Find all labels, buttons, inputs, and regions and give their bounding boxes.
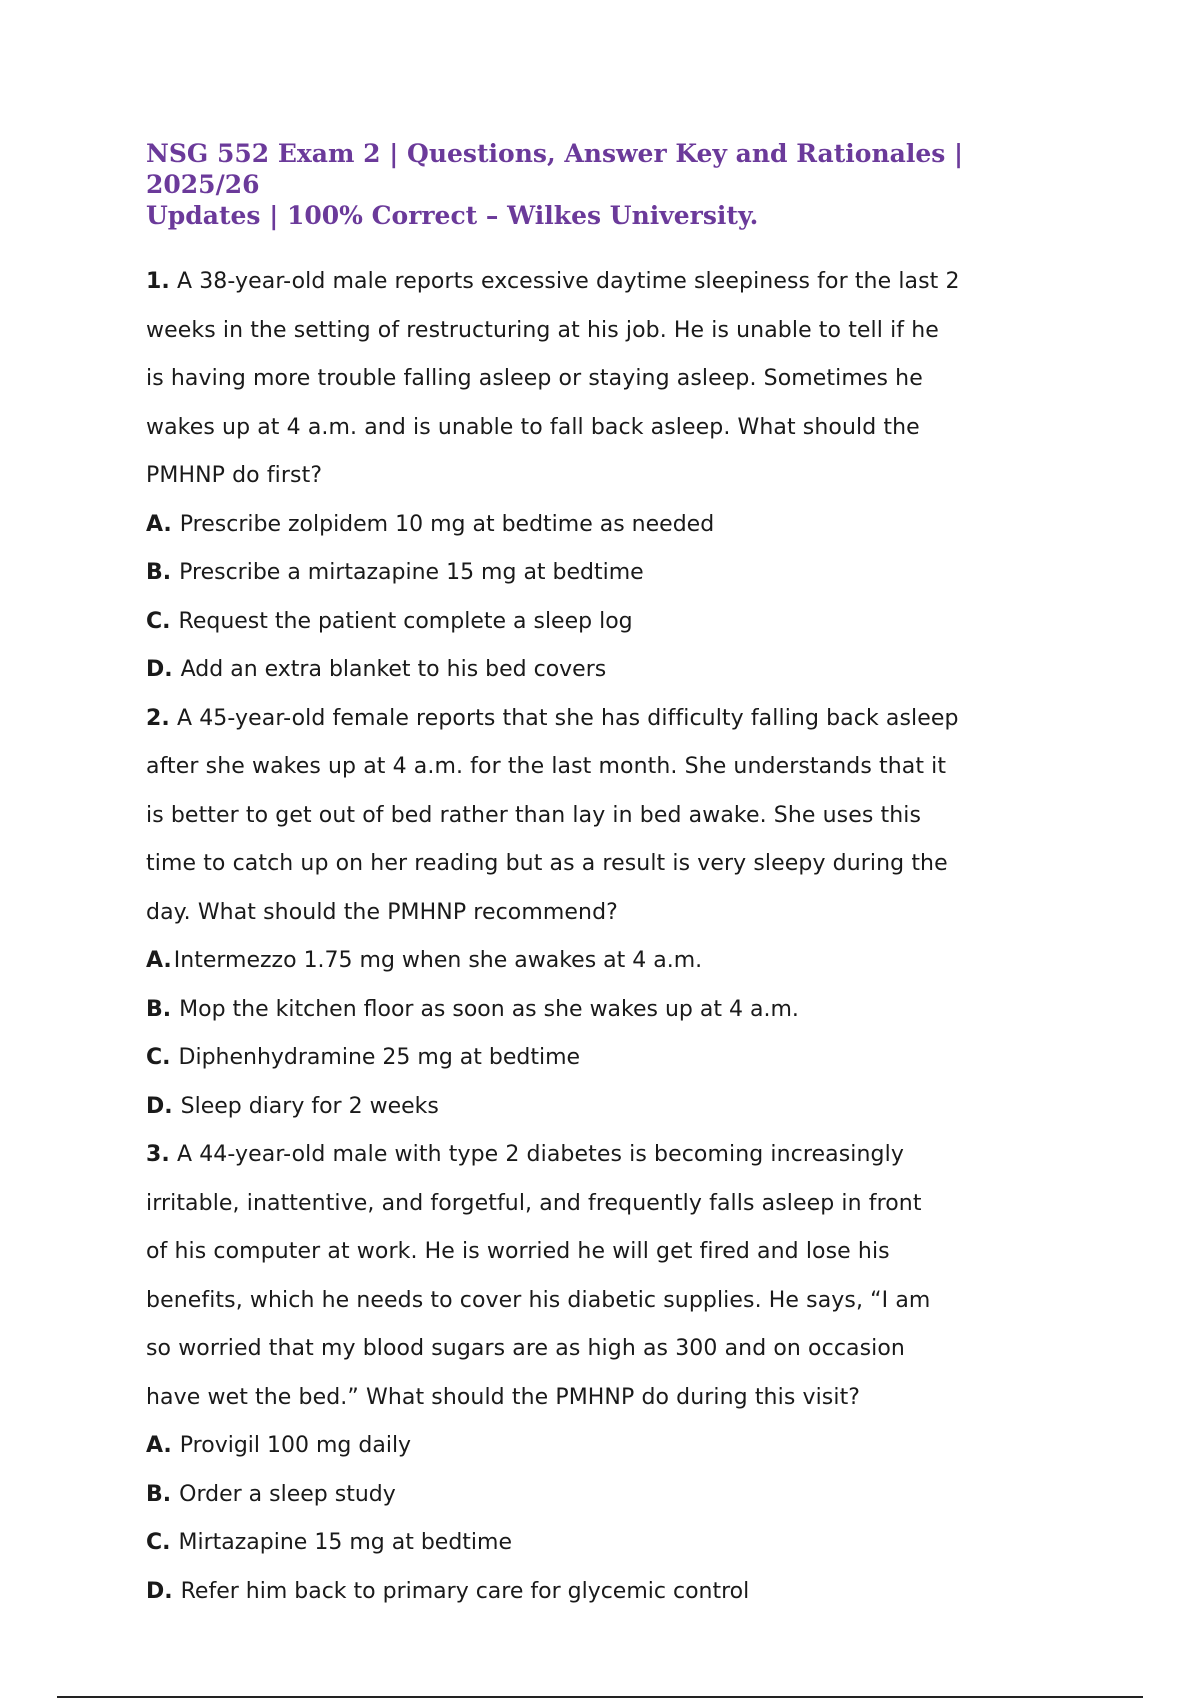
stem-line: A 44-year-old male with type 2 diabetes is becoming increasingly	[176, 1142, 904, 1167]
stem-line: so worried that my blood sugars are as high as 300 and on occasion	[146, 1336, 905, 1361]
question-number: 3.	[146, 1142, 170, 1167]
stem-line: PMHNP do first?	[146, 463, 323, 488]
question-stem	[146, 695, 1046, 938]
stem-line: day. What should the PMHNP recommend?	[146, 899, 618, 925]
question-number: 2.	[146, 705, 170, 731]
option-letter: B.	[146, 560, 172, 585]
stem-line: irritable, inattentive, and forgetful, and frequently falls asleep in front	[146, 1190, 922, 1216]
footer-divider	[57, 1696, 1143, 1698]
option-text: Refer him back to primary care for glycemic control	[180, 1578, 750, 1604]
question-list	[146, 258, 1046, 1616]
option-letter: A.	[146, 1433, 172, 1458]
option-letter: B.	[146, 1481, 172, 1507]
stem-line: weeks in the setting of restructuring at his job. He is unable to tell if he	[146, 317, 939, 343]
stem-line: after she wakes up at 4 a.m. for the last month. She understands that it	[146, 754, 947, 779]
option-text: Mirtazapine 15 mg at bedtime	[178, 1530, 512, 1555]
question-3	[146, 1131, 1046, 1616]
answer-option-d	[146, 1568, 1046, 1617]
question-2	[146, 695, 1046, 1132]
question-number: 1.	[146, 269, 170, 294]
option-letter: B.	[146, 996, 172, 1022]
answer-option-a	[146, 937, 1046, 986]
option-text: Diphenhydramine 25 mg at bedtime	[178, 1045, 581, 1070]
option-letter: D.	[146, 1093, 173, 1119]
option-text: Prescribe zolpidem 10 mg at bedtime as needed	[179, 511, 715, 537]
stem-line: is having more trouble falling asleep or staying asleep. Sometimes he	[146, 366, 923, 391]
answer-option-b	[146, 1471, 1046, 1520]
document-title	[146, 138, 1046, 231]
question-1	[146, 258, 1046, 695]
answer-option-a	[146, 1422, 1046, 1471]
option-text: Sleep diary for 2 weeks	[180, 1093, 439, 1119]
question-stem	[146, 258, 1046, 501]
question-stem	[146, 1131, 1046, 1422]
stem-line: of his computer at work. He is worried he will get fired and lose his	[146, 1239, 890, 1264]
title-line-1: NSG 552 Exam 2 | Questions, Answer Key and Rationales | 2025/26	[146, 139, 964, 199]
stem-line: is better to get out of bed rather than lay in bed awake. She uses this	[146, 802, 922, 828]
answer-option-c	[146, 598, 1046, 647]
stem-line: benefits, which he needs to cover his diabetic supplies. He says, “I am	[146, 1287, 931, 1313]
option-letter: C.	[146, 608, 171, 634]
option-letter: C.	[146, 1045, 171, 1070]
stem-line: wakes up at 4 a.m. and is unable to fall back asleep. What should the	[146, 414, 920, 440]
option-text: Provigil 100 mg daily	[179, 1433, 412, 1458]
stem-line: time to catch up on her reading but as a result is very sleepy during the	[146, 851, 948, 876]
option-text: Add an extra blanket to his bed covers	[180, 657, 607, 682]
stem-line: have wet the bed.” What should the PMHNP do during this visit?	[146, 1384, 861, 1410]
stem-line: A 38-year-old male reports excessive daytime sleepiness for the last 2	[176, 269, 960, 294]
stem-line: A 45-year-old female reports that she has difficulty falling back asleep	[176, 705, 959, 731]
answer-option-c	[146, 1519, 1046, 1568]
option-text: Mop the kitchen floor as soon as she wakes up at 4 a.m.	[179, 996, 799, 1022]
title-line-2: Updates | 100% Correct – Wilkes University.	[146, 201, 759, 230]
option-text: Request the patient complete a sleep log	[178, 608, 633, 634]
option-letter: A.	[146, 948, 172, 973]
answer-option-d	[146, 1083, 1046, 1132]
option-text: Prescribe a mirtazapine 15 mg at bedtime	[179, 560, 644, 585]
option-letter: C.	[146, 1530, 171, 1555]
answer-option-b	[146, 986, 1046, 1035]
answer-option-d	[146, 646, 1046, 695]
option-letter: D.	[146, 657, 173, 682]
option-text: Intermezzo 1.75 mg when she awakes at 4 a.m.	[173, 948, 703, 973]
option-letter: A.	[146, 511, 172, 537]
answer-option-b	[146, 549, 1046, 598]
answer-option-c	[146, 1034, 1046, 1083]
answer-option-a	[146, 501, 1046, 550]
option-text: Order a sleep study	[179, 1481, 396, 1507]
option-letter: D.	[146, 1578, 173, 1604]
